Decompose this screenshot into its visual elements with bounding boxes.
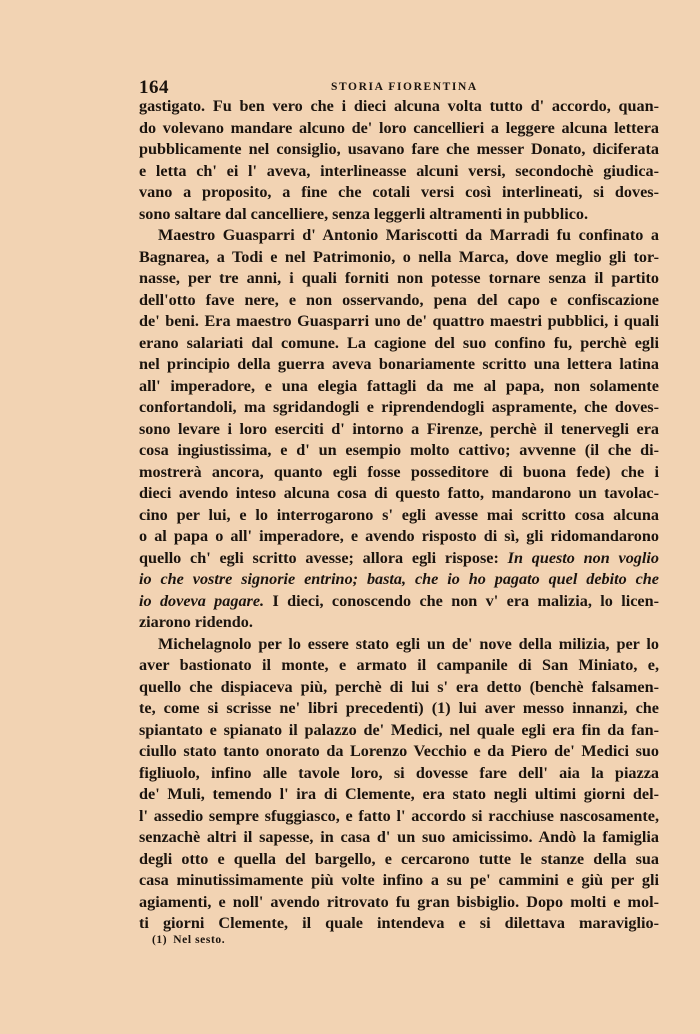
text-line: casa minutissimamente più volte infino a su pe' cammini e giù per gli [139,871,659,889]
text-line: confortandoli, ma sgridandogli e riprendendogli aspramente, che doves- [139,398,659,416]
text-line: ti giorni Clemente, il quale intendeva e si dilettava maraviglio- [139,914,659,932]
page-number: 164 [139,77,169,98]
footnote-text: Nel sesto. [173,934,226,946]
text-line: ciullo stato tanto onorato da Lorenzo Vecchio e da Piero de' Medici suo [139,742,659,760]
text-line [139,548,659,570]
text-line: quello che dispiaceva più, perchè di lui s' era detto (benchè falsamen- [139,677,659,696]
footnote-mark: (1) [152,934,168,946]
text-line: senzachè altri il sapesse, in casa d' un suo amicissimo. Andò la famiglia [139,828,659,846]
text-line: te, come si scrisse ne' libri precedenti) (1) lui aver messo innanzi, che [139,699,659,717]
text-line: dieci avendo inteso alcuna cosa di questo fatto, mandarono un tavolac- [139,484,659,502]
text-line: cosa ingiustissima, e d' un esempio molto cattivo; avvenne (il che di- [139,441,659,459]
footnote [152,934,225,946]
text-line: cino per lui, e lo interrogarono s' egli avesse mai scritto cosa alcuna [139,505,659,524]
text-line: dell'otto fave nere, e non osservando, pena del capo e confiscazione [139,290,659,309]
italic-quote: io doveva pagare. [139,591,265,610]
italic-quote-line: io che vostre signorie entrino; basta, che io ho pagato quel debito che [139,570,659,588]
text-line: gastigato. Fu ben vero che i dieci alcuna volta tutto d' accordo, quan- [139,97,659,115]
text-line: Bagnarea, a Todi e nel Patrimonio, o nella Marca, dove meglio gli tor- [139,247,659,266]
text-line: e letta ch' ei l' aveva, interlineasse alcuni versi, secondochè giudica- [139,161,659,180]
text-line: erano salariati dal comune. La cagione del suo confino fu, perchè egli [139,333,659,352]
running-title: STORIA FIORENTINA [331,81,478,93]
text-line: nel principio della guerra aveva bonariamente scritto una lettera latina [139,355,659,373]
text-line: aver bastionato il monte, e armato il campanile di San Miniato, e, [139,656,659,674]
text-line: pubblicamente nel consiglio, usavano fare che messer Donato, diciferata [139,140,659,158]
text-line [139,591,659,613]
text-line: de' beni. Era maestro Guasparri uno de' quattro maestri pubblici, i quali [139,312,659,330]
text-line: all' imperadore, e una elegia fattagli da me al papa, non solamente [139,376,659,395]
text-segment: quello ch' egli scritto avesse; allora egli rispose: [139,548,508,567]
text-line: mostrerà ancora, quanto egli fosse posseditore di buona fede) che i [139,462,659,481]
text-line: spiantato e spianato il palazzo de' Medici, nel quale egli era fin da fan- [139,720,659,739]
text-line: do volevano mandare alcuno de' loro cancellieri a leggere alcuna lettera [139,118,659,137]
text-line: sono levare i loro eserciti d' intorno a Firenze, perchè il tenervegli era [139,419,659,438]
text-line: sono saltare dal cancelliere, senza leggerli altramenti in pubblico. [139,204,589,223]
text-line: vano a proposito, a fine che cotali versi così interlineati, si doves- [139,183,659,201]
body-text [139,96,659,935]
text-line: agiamenti, e noll' avendo ritrovato fu gran bisbiglio. Dopo molti e mol- [139,892,659,911]
text-line: nasse, per tre anni, i quali forniti non potesse tornare senza il partito [139,269,659,287]
text-line: figliuolo, infino alle tavole loro, si dovesse fare dell' aia la piazza [139,763,659,782]
text-line: o al papa o all' imperadore, e avendo risposto di sì, gli ridomandarono [139,527,659,545]
text-line: ziarono ridendo. [139,613,253,631]
italic-quote: In questo non voglio [507,548,659,567]
text-line: l' assedio sempre sfuggiasco, e fatto l' accordo si racchiuse nascosamente, [139,806,659,825]
text-line: Michelagnolo per lo essere stato egli un de' nove della milizia, per lo [158,634,659,653]
text-line: degli otto e quella del bargello, e cercarono tutte le stanze della sua [139,849,659,868]
text-line: Maestro Guasparri d' Antonio Mariscotti da Marradi fu confinato a [158,226,659,244]
text-line: de' Muli, temendo l' ira di Clemente, era stato negli ultimi giorni del- [139,785,659,803]
text-segment: I dieci, conoscendo che non v' era malizia, lo licen- [264,591,659,610]
